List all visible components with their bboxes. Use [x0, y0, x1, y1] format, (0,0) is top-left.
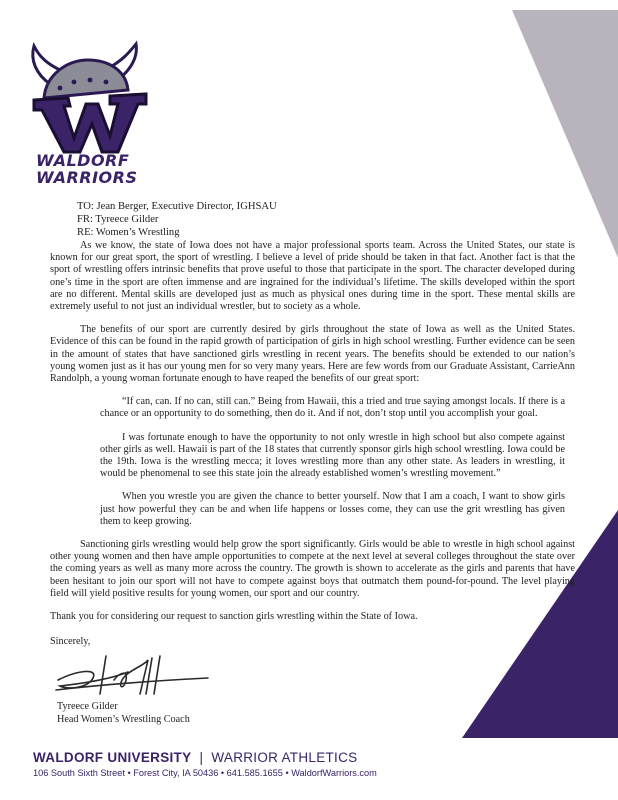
- paragraph-1: As we know, the state of Iowa does not have a major professional sports team. Across the United States, our state is known for our great sport, the sport of wrestling. I believe a level of pride should be taken in that fact. Another fact is that the sport of wrestling offers intrinsic benefits that prove useful to those that participate in the sport. The character developed during one’s time in the sport are often immense and are ingrained for the individual’s lifetime. The skills developed within the sport are no different. Mental skills are developed just as much as physical ones during time in the sport. These mental skills are extremely useful to not just an individual wrestler, but to society as a whole.: [50, 240, 575, 313]
- logo-line-2: WARRIORS: [36, 168, 138, 187]
- paragraph-2: The benefits of our sport are currently desired by girls throughout the state of Iowa as well as the United States. Evidence of this can be found in the rapid growth of participation of girls in high school wrestling. Further evidence can be seen in the amount of states that have sanctioned girls wrestling in recent years. The benefits should be extended to our nation’s young women just as it has our young men for so very many years. Here are few words from our Graduate Assistant, CarrieAnn Randolph, a young woman fortunate enough to have reaped the benefits of our great sport:: [50, 324, 575, 385]
- paragraph-4: Thank you for considering our request to sanction girls wrestling within the State of Iowa.: [50, 611, 418, 623]
- footer-title: [33, 750, 357, 765]
- handwritten-signature-icon: [48, 650, 218, 700]
- footer-address: 106 South Sixth Street • Forest City, IA 50436 • 641.585.1655 • WaldorfWarriors.com: [33, 768, 377, 778]
- letter-body: [50, 240, 575, 634]
- quote-paragraph-1: “If can, can. If no can, still can.” Being from Hawaii, this a tried and true saying amongst locals. If there is a chance or an opportunity to do something, then do it. And if not, don’t stop until you accomplish your goal.: [100, 396, 565, 420]
- memo-to: TO: Jean Berger, Executive Director, IGHSAU: [77, 201, 277, 212]
- quote-paragraph-2: I was fortunate enough to have the opportunity to not only wrestle in high school but also compete against other girls as well. Hawaii is part of the 18 states that currently sponsor girls high school wrestling. Iowa could be the 19th. Iowa is the wrestling mecca; it loves wrestling more than any other state. As leaders in wrestling, it would be phenomenal to see this state join the already established women’s wrestling movement.”: [100, 431, 565, 480]
- memo-header: [77, 200, 277, 239]
- footer-separator: |: [199, 750, 204, 765]
- memo-re: RE: Women’s Wrestling: [77, 227, 180, 238]
- quote-paragraph-3: When you wrestle you are given the chance to better yourself. Now that I am a coach, I want to show girls just how powerful they can be and when life happens or losses come, they can use the grit wrestling has given them to keep growing.: [100, 491, 565, 527]
- signer-name: Tyreece Gilder: [57, 701, 118, 712]
- signer-block: [57, 700, 190, 726]
- paragraph-3: Sanctioning girls wrestling would help grow the sport significantly. Girls would be able to wrestle in high school against other young women and then have ample opportunities to compete at the next level at several colleges throughout the state over the coming years as well as many more across the country. The growth is shown to accelerate as the girls and parents that have been hesitant to join our sport will not have to compete against boys that outmatch them pound-for-pound. The level playing field will yield positive results for young women, our sport and our country.: [50, 539, 575, 599]
- logo-line-1: WALDORF: [36, 151, 130, 170]
- logo-wordmark: [36, 152, 156, 186]
- footer-dept: WARRIOR ATHLETICS: [211, 750, 358, 765]
- closing: Sincerely,: [50, 636, 91, 647]
- signer-title: Head Women’s Wrestling Coach: [57, 714, 190, 725]
- footer-university: WALDORF UNIVERSITY: [33, 750, 192, 765]
- memo-from: FR: Tyreece Gilder: [77, 214, 159, 225]
